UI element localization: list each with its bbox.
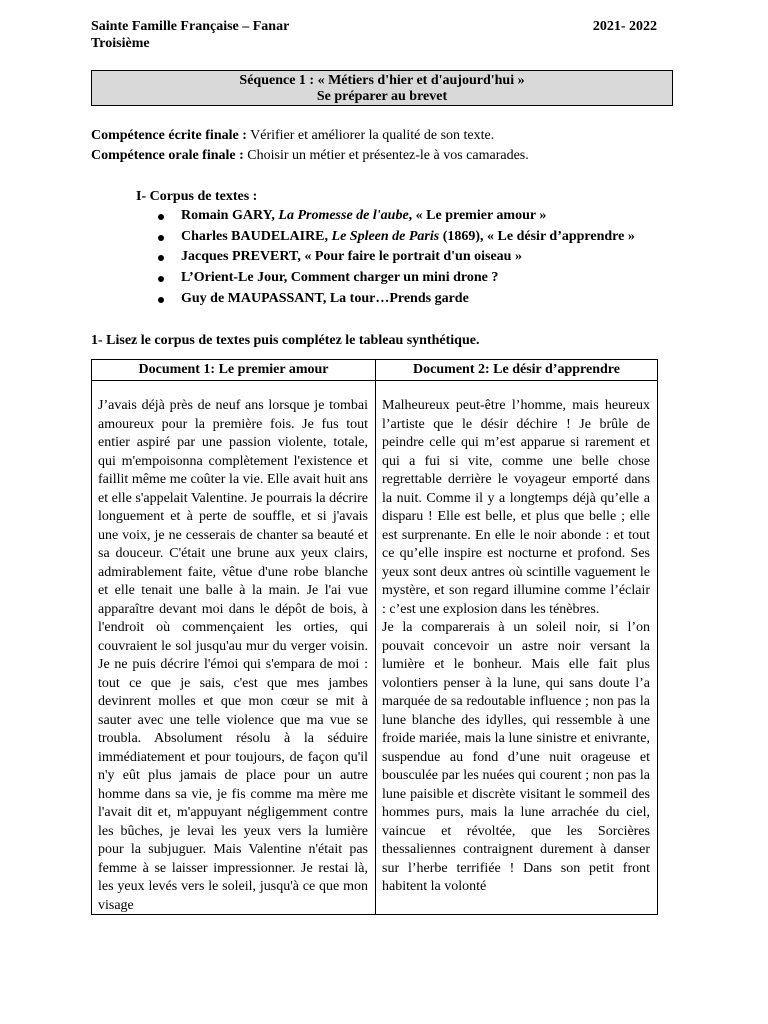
class-level: Troisième: [91, 36, 150, 51]
list-item: [136, 206, 716, 227]
competences: [91, 126, 691, 166]
doc2-text: [382, 397, 650, 914]
doc1-text: [98, 397, 368, 914]
corpus-author: Jacques PREVERT, « Pour faire le portrait d'un oiseau »: [181, 249, 522, 265]
corpus-author: L’Orient-Le Jour, Comment charger un mini drone ?: [181, 270, 499, 286]
competence-ecrite-label: Compétence écrite finale :: [91, 128, 247, 143]
list-item: [136, 268, 716, 289]
synthesis-table: [91, 359, 658, 915]
competence-orale-text: Choisir un métier et présentez-le à vos camarades.: [243, 148, 529, 163]
competence-ecrite-text: Vérifier et améliorer la qualité de son texte.: [246, 128, 495, 143]
corpus-rest: (1869), « Le désir d’apprendre »: [439, 228, 635, 244]
task-instruction: 1- Lisez le corpus de textes puis complétez le tableau synthétique.: [91, 333, 480, 348]
doc2-paragraph-1: Malheureux peut-être l’homme, mais heureux l’artiste que le désir déchire ! Je brûle de peindre celle qui m’est apparue si rarement et qui a fui si vite, comme une belle chose regrettable derrière le voyageur emporté dans la nuit. Comme il y a longtemps déjà qu’elle a disparu ! Elle est belle, et plus que belle ; elle est surprenante. En elle le noir abonde : et tout ce qu’elle inspire est nocturne et profond. Ses yeux sont deux antres où scintille vaguement le mystère, et son regard illumine comme l’éclair : c’est une explosion dans les ténèbres.: [382, 398, 650, 617]
doc1-paragraph: J’avais déjà près de neuf ans lorsque je tombai amoureux pour la première fois. Je fus tout entier aspiré par une passion violente, totale, qui m'empoisonna complètement l'existence et faillit même me coûter la vie. Elle avait huit ans et elle s'appelait Valentine. Je pourrais la décrire longuement et à perte de souffle, et si j'avais une voix, je ne cesserais de chanter sa beauté et sa douceur. C'était une brune aux yeux clairs, admirablement faite, vêtue d'une robe blanche et elle tenait une balle à la main. Je l'ai vue apparaître devant moi dans le dépôt de bois, à l'endroit où commençaient les orties, qui couvraient le sol jusqu'au mur du verger voisin. Je ne puis décrire l'émoi qui s'empara de moi : tout ce que je sais, c'est que mes jambes devinrent molles et que mon cœur se mit à sauter avec une telle violence que ma vue se troubla. Absolument résolu à la séduire immédiatement et pour toujours, de façon qu'il n'y eût plus jamais de place pour un autre homme dans sa vie, je fis comme ma mère me l'avait dit et, m'appuyant négligemment contre les bûches, je levai les yeux vers la lumière pour la subjuguer. Mais Valentine n'était pas femme à se laisser impressionner. Je restai là, les yeux levés vers le soleil, jusqu'à ce que mon visage: [98, 398, 368, 913]
list-item: [136, 227, 716, 248]
sequence-subtitle: Se préparer au brevet: [316, 89, 448, 104]
sequence-title: Séquence 1 : « Métiers d'hier et d'aujourd'hui »: [239, 73, 525, 88]
doc2-heading: Document 2: Le désir d’apprendre: [376, 360, 657, 381]
competence-ecrite: [91, 126, 691, 146]
school-name: Sainte Famille Française – Fanar: [91, 19, 290, 34]
corpus-work: Le Spleen de Paris: [331, 228, 440, 244]
sequence-banner: [91, 70, 673, 106]
corpus-list: [136, 206, 716, 310]
corpus-rest: , « Le premier amour »: [408, 208, 547, 223]
doc2-paragraph-2: Je la comparerais à un soleil noir, si l’on pouvait concevoir un astre noir versant la lumière et le bonheur. Mais elle fait plus volontiers penser à la lune, qui sans doute l’a marquée de sa redoutable influence ; non pas la lune blanche des idylles, qui ressemble à une froide mariée, mais la lune sinistre et enivrante, suspendue au fond d’une nuit orageuse et bousculée par les nuées qui courent ; non pas la lune paisible et discrète visitant le sommeil des hommes purs, mais la lune arrachée du ciel, vaincue et révoltée, que les Sorcières thessaliennes contraignent durement à danser sur l’herbe terrifiée ! Dans son petit front habitent la volonté: [382, 620, 650, 894]
list-item: [136, 289, 716, 310]
list-item: [136, 247, 716, 268]
page-header: [91, 18, 657, 52]
doc1-heading: Document 1: Le premier amour: [92, 360, 375, 381]
competence-orale: [91, 146, 691, 166]
corpus-title: I- Corpus de textes :: [136, 189, 258, 204]
corpus-work: La Promesse de l'aube: [278, 208, 409, 223]
corpus-section: [136, 188, 716, 310]
column-divider: [375, 360, 376, 914]
competence-orale-label: Compétence orale finale :: [91, 148, 244, 163]
corpus-author: Guy de MAUPASSANT, La tour…Prends garde: [181, 290, 469, 306]
corpus-author: Charles BAUDELAIRE,: [181, 228, 332, 244]
school-year: 2021- 2022: [592, 19, 657, 34]
corpus-author: Romain GARY,: [181, 208, 279, 223]
